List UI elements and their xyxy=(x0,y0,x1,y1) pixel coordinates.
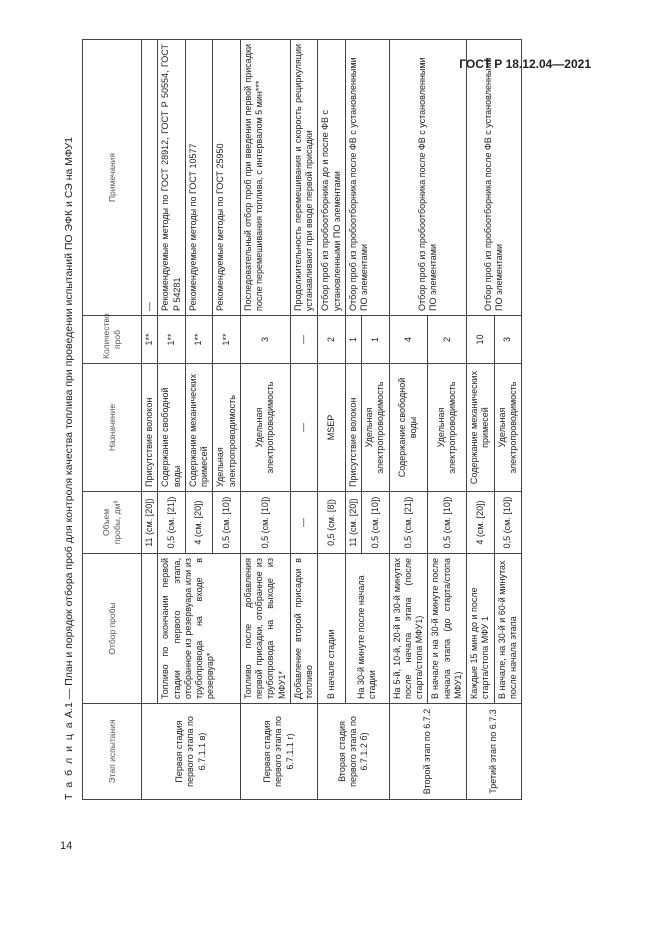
count-cell: 3 xyxy=(494,316,522,364)
col-purpose: Назначение xyxy=(83,364,142,492)
stage-cell: Первая стадия первого этапа по 6.7.1.1 в) xyxy=(142,704,241,800)
volume-cell: 11 (см. [20]) xyxy=(142,492,158,554)
volume-cell: 0,5 (см. [10]) xyxy=(240,492,290,554)
volume-cell: 0,5 (см. [8]) xyxy=(318,492,346,554)
count-cell: 2 xyxy=(428,316,467,364)
volume-cell: — xyxy=(290,492,318,554)
table-row xyxy=(467,40,495,800)
count-cell: — xyxy=(290,316,318,364)
sampling-cell: В начале стадии xyxy=(318,554,346,704)
count-cell: 1 xyxy=(362,316,390,364)
page-number: 14 xyxy=(60,840,73,852)
count-cell: 1** xyxy=(158,316,186,364)
count-cell: 4 xyxy=(389,316,428,364)
sampling-table xyxy=(82,39,522,800)
sampling-cell: Добавление второй присадки в топливо xyxy=(290,554,318,704)
volume-cell: 4 (см. [20]) xyxy=(467,492,495,554)
stage-cell: Второй этап по 6.7.2 xyxy=(389,704,467,800)
rotated-table-block xyxy=(60,40,560,800)
purpose-cell: Содержание механических примесей xyxy=(467,364,495,492)
sampling-cell: В начале и на 30-й минуте после начала этапа (до старта/стопа МФУ1) xyxy=(428,554,467,704)
purpose-cell: Удельная электропроводимость xyxy=(494,364,522,492)
purpose-cell: MSEP xyxy=(318,364,346,492)
volume-cell: 0,5 (см. [21]) xyxy=(389,492,428,554)
purpose-cell: Удельная электропроводимость xyxy=(213,364,241,492)
volume-cell: 0,5 (см. [10]) xyxy=(362,492,390,554)
sampling-cell: Топливо по окончании первой стадии первого этапа, отобранное из резервуара или из трубопровода на входе в резервуар* xyxy=(158,554,241,704)
table-row xyxy=(158,40,186,800)
purpose-cell: Удельная электропроводимость xyxy=(362,364,390,492)
volume-cell: 11 (см. [20]) xyxy=(345,492,361,554)
volume-cell: 0,5 (см. [21]) xyxy=(158,492,186,554)
count-cell: 10 xyxy=(467,316,495,364)
purpose-cell: Удельная электропроводимость xyxy=(240,364,290,492)
table-caption xyxy=(60,40,82,800)
table-row xyxy=(240,40,290,800)
table-row xyxy=(345,40,361,800)
notes-cell: Рекомендуемые методы по ГОСТ 25950 xyxy=(213,40,241,316)
sampling-cell: Топливо после добавления первой присадки, отобранное из трубопровода на выходе из МФУ1* xyxy=(240,554,290,704)
col-sampling: Отбор пробы xyxy=(83,554,142,704)
count-cell: 1 xyxy=(345,316,361,364)
purpose-cell: Содержание свободной воды xyxy=(389,364,428,492)
table-row xyxy=(318,40,346,800)
count-cell: 1** xyxy=(213,316,241,364)
notes-cell: Отбор проб из пробоотборника после ФВ с установленными ПО элементами xyxy=(467,40,522,316)
notes-cell: Последовательный отбор проб при введении первой присадки после перемешивания топлива, с интервалом 5 мин*** xyxy=(240,40,290,316)
table-caption-prefix: Т а б л и ц а xyxy=(63,720,75,800)
notes-cell: Рекомендуемые методы по ГОСТ 10577 xyxy=(185,40,213,316)
count-cell: 1** xyxy=(185,316,213,364)
notes-cell: — xyxy=(142,40,158,316)
col-stage: Этап испытания xyxy=(83,704,142,800)
notes-cell: Отбор проб из пробоотборника до и после ФВ с установленными ПО элементами xyxy=(318,40,346,316)
sampling-cell: В начале, на 30-й и 60-й минутах после начала этапа xyxy=(494,554,522,704)
notes-cell: Рекомендуемые методы по ГОСТ 28912, ГОСТ Р 50554, ГОСТ Р 54281 xyxy=(158,40,186,316)
volume-cell: 0,5 (см. [10]) xyxy=(213,492,241,554)
document-header: ГОСТ Р 18.12.04—2021 xyxy=(459,57,591,71)
stage-cell: Первая стадия первого этапа по 6.7.1.1 г) xyxy=(240,704,318,800)
purpose-cell: Присутствие волокон xyxy=(345,364,361,492)
table-row xyxy=(290,40,318,800)
stage-cell: Вторая стадия первого этапа по 6.7.1.2 б) xyxy=(318,704,389,800)
table-row xyxy=(389,40,428,800)
volume-cell: 4 (см. [20]) xyxy=(185,492,213,554)
sampling-cell: На 30-й минуте после начала стадии xyxy=(345,554,389,704)
notes-cell: Продолжительность перемешивания и скорость рециркуляции устанавливают при вводе первой присадки xyxy=(290,40,318,316)
col-notes: Примечания xyxy=(83,40,142,316)
col-count: Количество проб xyxy=(83,316,142,364)
sampling-cell: Каждые 15 мин до и после старта/стопа МФУ 1 xyxy=(467,554,495,704)
col-volume: Объем пробы, дм³ xyxy=(83,492,142,554)
stage-cell: Третий этап по 6.7.3 xyxy=(467,704,522,800)
count-cell: 1** xyxy=(142,316,158,364)
volume-cell: 0,5 (см. [10]) xyxy=(428,492,467,554)
table-caption-text: А.1 — План и порядок отбора проб для контроля качества топлива при проведении испытаний ПО ЭФК и СЭ на МФУ1 xyxy=(63,137,75,718)
count-cell: 3 xyxy=(240,316,290,364)
notes-cell: Отбор проб из пробоотборника после ФВ с установленными ПО элементами xyxy=(389,40,467,316)
sampling-cell: На 5-й, 10-й, 20-й и 30-й минутах после начала этапа (после старта/стопа МФУ1) xyxy=(389,554,428,704)
sampling-cell xyxy=(142,554,158,704)
table-row xyxy=(142,40,158,800)
purpose-cell: Удельная электропроводимость xyxy=(428,364,467,492)
table-header-row xyxy=(83,40,142,800)
purpose-cell: Содержание свободной воды xyxy=(158,364,186,492)
purpose-cell: Содержание механических примесей xyxy=(185,364,213,492)
volume-cell: 0,5 (см. [10]) xyxy=(494,492,522,554)
purpose-cell: Присутствие волокон xyxy=(142,364,158,492)
notes-cell: Отбор проб из пробоотборника после ФВ с установленными ПО элементами xyxy=(345,40,389,316)
purpose-cell: — xyxy=(290,364,318,492)
count-cell: 2 xyxy=(318,316,346,364)
